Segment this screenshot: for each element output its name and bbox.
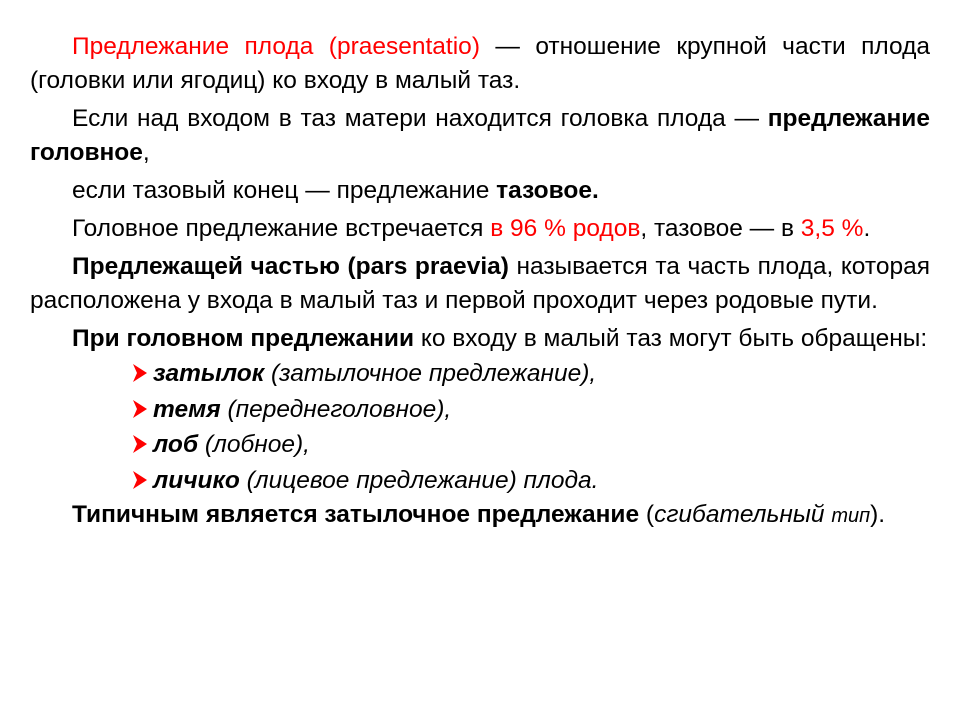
presenting-part-text: называется та часть плода, которая расположена у входа в малый таз и первой проходит через родовые пути. [30,253,930,314]
frequency-mid: , тазовое — в [640,215,801,242]
variant-desc: (переднеголовное), [220,395,452,423]
typical-paragraph [30,498,930,533]
head-case-tail: , [142,139,150,166]
cephalic-term: При головном предлежании [72,325,415,352]
frequency-breech-value: 3,5 % [800,215,864,242]
variant-term: затылок [153,360,265,387]
presenting-part-term: Предлежащей частью (pars praevia) [72,253,509,280]
frequency-head-value: в 96 % родов [490,215,641,242]
frequency-paragraph [30,212,930,246]
red-arrow-bullet-icon [131,356,153,392]
definition-term: Предлежание плода (praesentatio) [72,33,480,60]
slide-content [30,30,930,533]
list-item [30,427,930,463]
definition-paragraph [30,30,930,98]
variant-desc: (затылочное предлежание), [264,360,597,387]
definition-text: — отношение крупной части плода (головки или ягодиц) ко входу в малый таз. [30,33,930,94]
typical-open: ( [639,501,655,528]
list-item [30,356,930,392]
breech-case-paragraph [30,174,930,208]
typical-bold: Типичным является затылочное предлежание [72,501,640,528]
breech-case-lead: если тазовый конец — предлежание [72,177,497,204]
red-arrow-bullet-icon [131,392,153,428]
head-case-lead: Если над входом в таз матери находится головка плода — [72,105,768,132]
variant-desc: (лицевое предлежание) плода. [239,466,599,494]
list-item [30,463,930,499]
head-case-term: предлежание головное [30,105,930,166]
head-case-paragraph [30,102,930,170]
frequency-tail: . [863,215,871,242]
variant-term: лоб [153,431,199,458]
variants-list [30,356,930,498]
cephalic-paragraph [30,322,930,356]
variant-desc: (лобное), [198,431,310,458]
typical-type-word: сгибательный [654,501,825,528]
frequency-lead: Головное предлежание встречается [72,215,491,242]
variant-term: личико [153,466,240,494]
red-arrow-bullet-icon [131,427,153,463]
presenting-part-paragraph [30,250,930,318]
red-arrow-bullet-icon [131,463,153,499]
typical-type-small: тип [831,505,871,527]
cephalic-text: ко входу в малый таз могут быть обращены: [414,325,928,352]
variant-term: темя [153,395,221,423]
breech-case-term: тазовое. [496,177,599,204]
typical-close: ). [870,501,886,528]
list-item [30,392,930,428]
